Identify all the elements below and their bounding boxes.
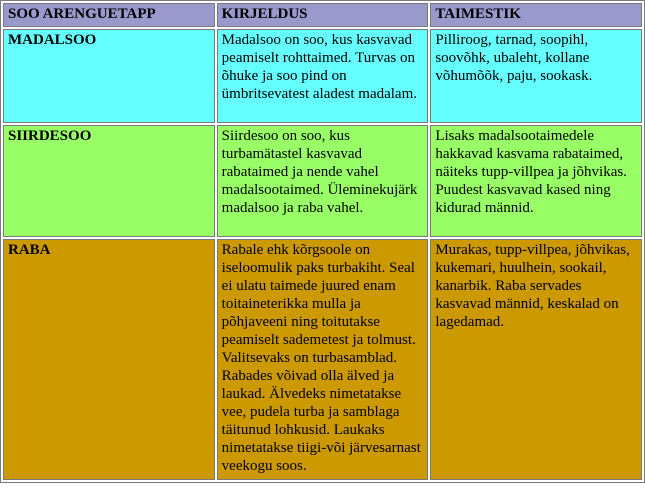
row-description: Siirdesoo on soo, kus turbamätastel kasvavad rabataimed ja nende vahel madalsootaimed. Üleminekujärk madalsoo ja raba vahel. (217, 125, 429, 237)
table-row-siirdesoo (3, 125, 642, 237)
header-description: KIRJELDUS (217, 3, 429, 27)
row-name: RABA (3, 239, 215, 480)
row-vegetation: Murakas, tupp-villpea, jõhvikas, kukemari, huulhein, sookail, kanarbik. Raba servades kasvavad männid, keskalad on lagedamad. (430, 239, 642, 480)
row-vegetation: Lisaks madalsootaimedele hakkavad kasvama rabataimed, näiteks tupp-villpea ja jõhvikas. Puudest kasvavad kased ning kidurad männid. (430, 125, 642, 237)
row-vegetation: Pilliroog, tarnad, soopihl, soovõhk, ubaleht, kollane võhumõõk, paju, sookask. (430, 29, 642, 123)
header-vegetation: TAIMESTIK (430, 3, 642, 27)
row-name: MADALSOO (3, 29, 215, 123)
table-row-madalsoo (3, 29, 642, 123)
row-name: SIIRDESOO (3, 125, 215, 237)
row-description: Madalsoo on soo, kus kasvavad peamiselt rohttaimed. Turvas on õhuke ja soo pind on ümbritsevatest aladest madalam. (217, 29, 429, 123)
header-row (3, 3, 642, 27)
header-stage: SOO ARENGUETAPP (3, 3, 215, 27)
table-row-raba (3, 239, 642, 480)
row-description: Rabale ehk kõrgsoole on iseloomulik paks turbakiht. Seal ei ulatu taimede juured enam toitaineterikka mulla ja põhjaveeni ning toitutakse peamiselt sademetest ja tolmust. Valitsevaks on turbasamblad. Rabades võivad olla älved ja laukad. Älvedeks nimetatakse vee, pudela turba ja samblaga täitunud lohkusid. Laukaks nimetatakse tiigi-või järvesarnast veekogu soos. (217, 239, 429, 480)
